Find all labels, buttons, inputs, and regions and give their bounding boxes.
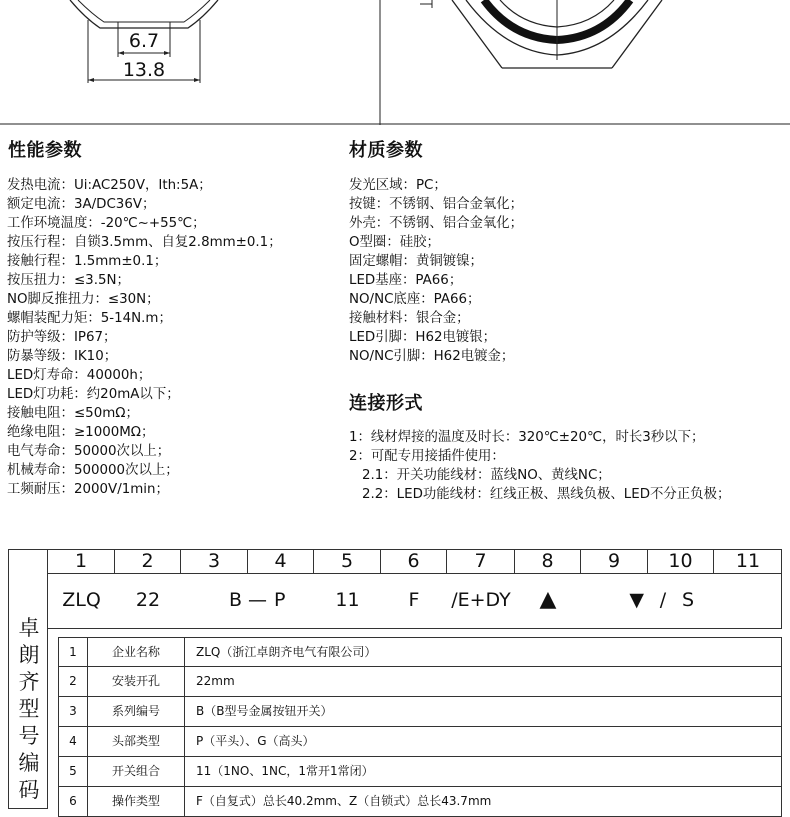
table-row bbox=[58, 697, 782, 727]
side-label-char: 编 bbox=[18, 751, 40, 775]
connection-item: 1：线材焊接的温度及时长：320℃±20℃，时长3秒以下； bbox=[349, 430, 705, 445]
row-description: P（平头）、G（高头） bbox=[196, 734, 315, 748]
row-description: B（B型号金属按钮开关） bbox=[196, 704, 333, 718]
performance-item: 防护等级：IP67； bbox=[7, 330, 117, 345]
position-number: 10 bbox=[648, 550, 714, 573]
performance-list bbox=[7, 176, 282, 499]
code-segment: 11 bbox=[335, 589, 360, 611]
connection-item: 2.2：LED功能线材：红线正极、黑线负极、LED不分正负极； bbox=[362, 487, 731, 502]
code-segment: ZLQ bbox=[62, 589, 101, 611]
position-number: 3 bbox=[181, 550, 248, 573]
code-segment: 22 bbox=[135, 589, 161, 611]
code-segment: P bbox=[274, 589, 286, 611]
material-item: 外壳：不锈钢、铝合金氧化； bbox=[349, 216, 524, 231]
position-number: 11 bbox=[735, 550, 761, 572]
row-number: 1 bbox=[59, 638, 88, 666]
performance-item: 电气寿命：50000次以上； bbox=[7, 444, 171, 459]
table-row bbox=[58, 727, 782, 757]
material-list bbox=[349, 176, 523, 366]
position-number: 1 bbox=[48, 550, 115, 573]
model-code-box bbox=[48, 549, 782, 629]
technical-drawing bbox=[0, 0, 790, 125]
material-item: 接触材料：银合金； bbox=[349, 311, 470, 326]
performance-item: 工作环境温度：-20℃~+55℃； bbox=[7, 216, 206, 231]
position-number: 9 bbox=[581, 550, 648, 573]
dimension-small: 6.7 bbox=[128, 30, 160, 52]
table-row bbox=[58, 757, 782, 787]
model-code-table bbox=[8, 549, 782, 809]
performance-item: 按压行程：自锁3.5mm、自复2.8mm±0.1； bbox=[7, 235, 282, 250]
performance-item: 接触行程：1.5mm±0.1； bbox=[7, 254, 168, 269]
position-number: 8 bbox=[515, 550, 581, 573]
row-name: 开关组合 bbox=[88, 757, 185, 786]
side-label-char: 卓 bbox=[18, 616, 40, 640]
connection-item: 2：可配专用接插件使用： bbox=[349, 449, 505, 464]
table-row bbox=[58, 637, 782, 667]
code-segment: F bbox=[408, 589, 420, 611]
row-name: 企业名称 bbox=[88, 638, 185, 666]
position-number: 4 bbox=[248, 550, 314, 573]
down-triangle-icon: ▼ bbox=[629, 589, 644, 611]
performance-item: 绝缘电阻：≥1000MΩ； bbox=[7, 425, 155, 440]
performance-item: NO脚反推扭力：≤30N； bbox=[7, 292, 160, 307]
code-segment: S bbox=[682, 589, 695, 611]
model-code-row bbox=[48, 574, 782, 629]
connection-list bbox=[349, 428, 730, 504]
up-triangle-icon: ▲ bbox=[539, 587, 557, 612]
row-name: 操作类型 bbox=[88, 787, 185, 816]
table-row bbox=[58, 667, 782, 697]
side-label-char: 型 bbox=[18, 697, 40, 721]
material-item: O型圈：硅胶； bbox=[349, 235, 440, 250]
position-number: 2 bbox=[115, 550, 181, 573]
side-label-char: 号 bbox=[18, 724, 40, 748]
performance-item: 防暴等级：IK10； bbox=[7, 349, 118, 364]
performance-item: 额定电流：3A/DC36V； bbox=[7, 197, 156, 212]
performance-title: 性能参数 bbox=[8, 140, 82, 161]
row-number: 3 bbox=[59, 697, 88, 726]
performance-item: LED灯功耗：约20mA以下； bbox=[7, 387, 180, 402]
code-separator: / bbox=[659, 589, 667, 611]
side-label-char: 齐 bbox=[18, 670, 40, 694]
row-number: 4 bbox=[59, 727, 88, 756]
row-name: 头部类型 bbox=[88, 727, 185, 756]
performance-item: LED灯寿命：40000h； bbox=[7, 368, 152, 383]
side-label-char: 朗 bbox=[18, 643, 40, 667]
connection-title: 连接形式 bbox=[349, 393, 423, 414]
code-separator: — bbox=[248, 589, 267, 611]
performance-item: 接触电阻：≤50mΩ； bbox=[7, 406, 139, 421]
table-row bbox=[58, 787, 782, 817]
performance-item: 按压扭力：≤3.5N； bbox=[7, 273, 130, 288]
material-item: 发光区域：PC； bbox=[349, 178, 447, 193]
dimension-large: 13.8 bbox=[122, 59, 166, 81]
material-item: NO/NC引脚：H62电镀金； bbox=[349, 349, 515, 364]
side-label-char: 码 bbox=[18, 778, 40, 802]
performance-item: 工频耐压：2000V/1min； bbox=[7, 482, 169, 497]
position-number-row bbox=[48, 550, 782, 574]
position-number: 5 bbox=[314, 550, 381, 573]
performance-item: 螺帽装配力矩：5-14N.m； bbox=[7, 311, 172, 326]
row-description: 11（1NO、1NC，1常开1常闭） bbox=[196, 764, 374, 778]
performance-item: 发热电流：Ui:AC250V，Ith:5A； bbox=[7, 178, 212, 193]
row-number: 6 bbox=[59, 787, 88, 816]
row-description: F（自复式）总长40.2mm、Z（自锁式）总长43.7mm bbox=[196, 794, 492, 808]
performance-item: 机械寿命：500000次以上； bbox=[7, 463, 179, 478]
position-number: 7 bbox=[447, 550, 515, 573]
row-description: 22mm bbox=[196, 674, 235, 688]
connection-item: 2.1：开关功能线材：蓝线NO、黄线NC； bbox=[362, 468, 611, 483]
model-code-side-label bbox=[8, 549, 48, 809]
row-number: 2 bbox=[59, 667, 88, 696]
material-item: LED基座：PA66； bbox=[349, 273, 463, 288]
material-item: NO/NC底座：PA66； bbox=[349, 292, 481, 307]
material-title: 材质参数 bbox=[349, 140, 423, 161]
material-item: LED引脚：H62电镀银； bbox=[349, 330, 497, 345]
row-name: 系列编号 bbox=[88, 697, 185, 726]
position-number: 6 bbox=[381, 550, 447, 573]
material-item: 固定螺帽：黄铜镀镍； bbox=[349, 254, 483, 269]
row-description: ZLQ（浙江卓朗齐电气有限公司） bbox=[196, 645, 377, 659]
code-segment: /E+DY bbox=[451, 589, 511, 611]
row-number: 5 bbox=[59, 757, 88, 786]
row-name: 安装开孔 bbox=[88, 667, 185, 696]
material-item: 按键：不锈钢、铝合金氧化； bbox=[349, 197, 524, 212]
code-detail-rows bbox=[58, 637, 782, 817]
code-segment: B bbox=[228, 589, 242, 611]
